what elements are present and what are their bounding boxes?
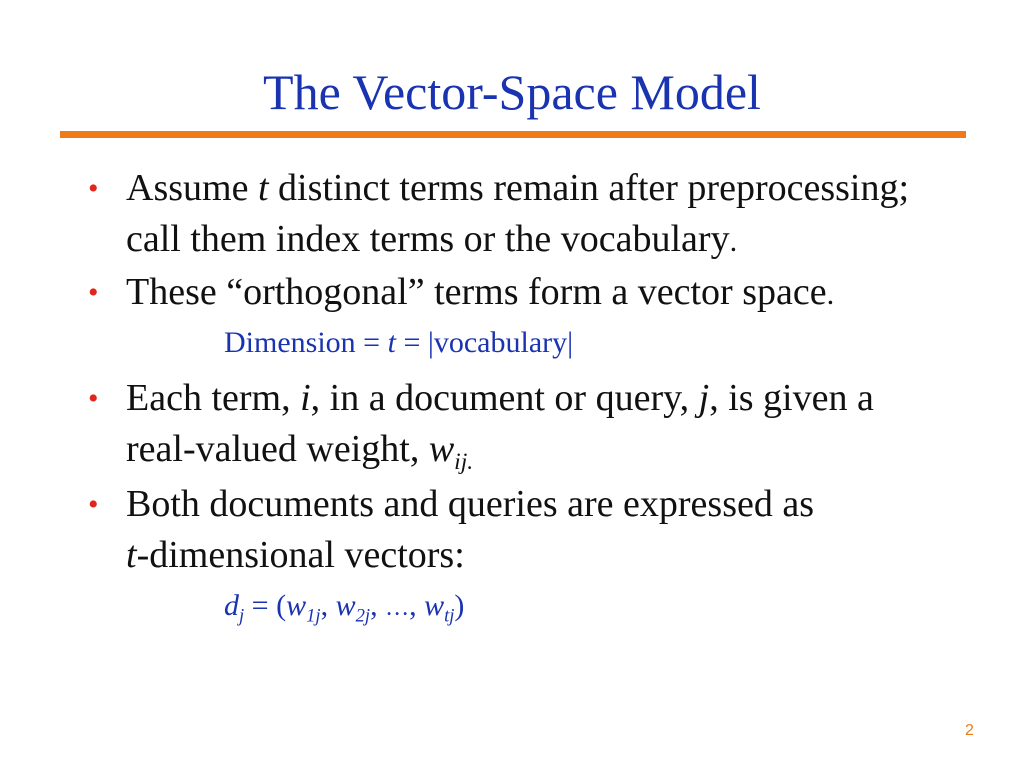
text-run: , is given a xyxy=(709,377,874,419)
text-run: Each term, xyxy=(126,377,301,419)
variable-d: d xyxy=(224,589,239,622)
variable-w: w xyxy=(286,589,307,622)
subscript-2j: 2j xyxy=(355,605,371,627)
text-run: These “orthogonal” terms form a vector space xyxy=(126,271,827,313)
slide-title: The Vector-Space Model xyxy=(263,64,761,120)
subscript-ij: ij. xyxy=(454,449,474,476)
text-run: Dimension = xyxy=(224,326,388,359)
text-run: Assume xyxy=(126,167,258,209)
page-number: 2 xyxy=(965,722,974,739)
variable-w: w xyxy=(428,428,455,470)
variable-t: t xyxy=(387,326,396,359)
subscript-j: j xyxy=(239,605,245,627)
bullet-text xyxy=(126,163,976,267)
text-run: . xyxy=(826,277,835,311)
text-run: . xyxy=(729,224,738,258)
variable-t: t xyxy=(126,534,137,576)
text-run: call them index terms or the vocabulary xyxy=(126,218,730,260)
text-run: real-valued weight, xyxy=(126,428,429,470)
variable-j: j xyxy=(698,377,710,419)
bullet-marker: • xyxy=(88,488,99,521)
title-underline-rule xyxy=(60,131,966,138)
ellipsis: … xyxy=(385,595,410,621)
bullet-text xyxy=(126,479,976,581)
variable-w: w xyxy=(424,589,445,622)
text-run: , xyxy=(320,589,336,622)
text-run: , xyxy=(370,589,386,622)
variable-i: i xyxy=(300,377,311,419)
bullet-marker: • xyxy=(88,382,99,415)
bullet-marker: • xyxy=(88,276,99,309)
text-run: -dimensional vectors: xyxy=(136,534,465,576)
bullet-text xyxy=(126,373,976,488)
vector-formula xyxy=(224,588,464,635)
dimension-formula xyxy=(224,325,573,361)
text-run: , xyxy=(409,589,425,622)
bullet-text xyxy=(126,267,976,320)
text-run: = ( xyxy=(244,589,287,622)
bullet-marker: • xyxy=(88,172,99,205)
text-run: = |vocabulary| xyxy=(395,326,574,359)
subscript-1j: 1j xyxy=(306,605,321,627)
text-run: Both documents and queries are expressed as xyxy=(126,483,815,525)
subscript-tj: tj xyxy=(444,605,455,627)
variable-w: w xyxy=(335,589,356,622)
text-run: ) xyxy=(454,589,465,622)
variable-t: t xyxy=(257,167,269,209)
text-run: , in a document or query, xyxy=(310,377,699,419)
text-run: distinct terms remain after preprocessing; xyxy=(268,167,910,209)
